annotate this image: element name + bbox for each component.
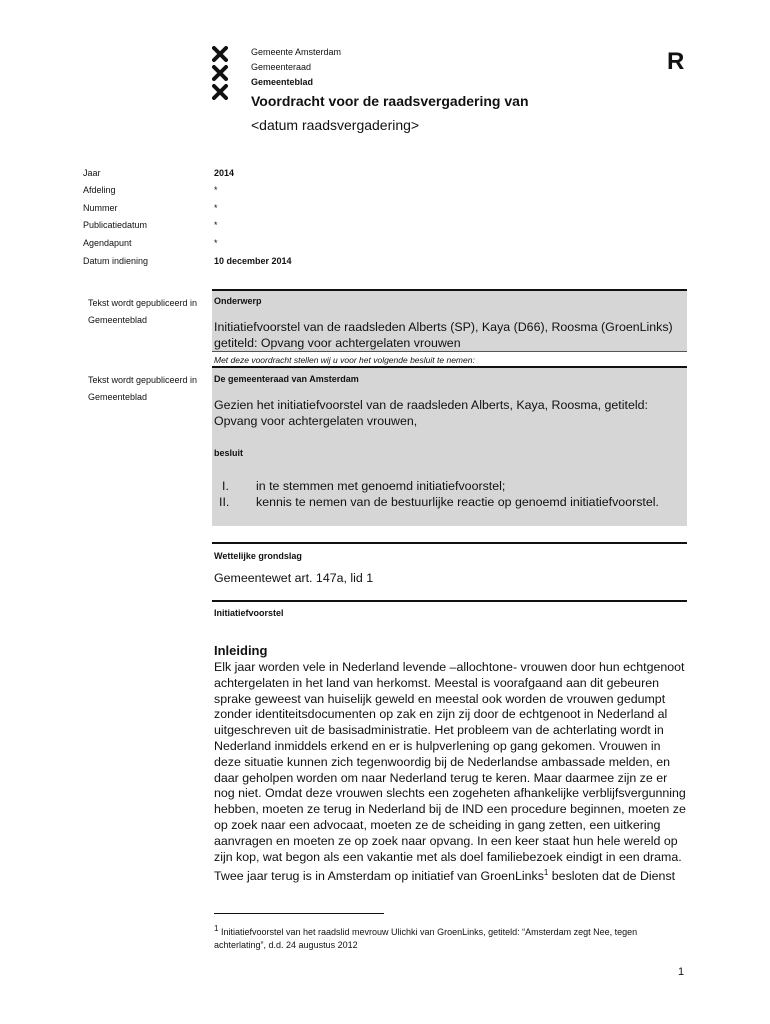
meta-value-publicatiedatum: * [214, 220, 218, 230]
footnote-text: Initiatiefvoorstel van het raadslid mevrouw Ulichki van GroenLinks, getiteld: “Amsterdam zegt Nee, tegen achterlating”, d.d. 24 augustus 2012 [214, 927, 638, 950]
besluit-item-text: kennis te nemen van de bestuurlijke reactie op genoemd initiatiefvoorstel. [256, 495, 659, 509]
inleiding-last-line [214, 865, 690, 885]
section-rule [212, 600, 687, 602]
document-title: Voordracht voor de raadsvergadering van [251, 93, 529, 109]
inleiding-last-line-after: besloten dat de Dienst [548, 869, 676, 884]
onderwerp-text: Initiatiefvoorstel van de raadsleden Alberts (SP), Kaya (D66), Roosma (GroenLinks) getiteld: Opvang voor achtergelaten vrouwen [214, 320, 673, 350]
cross-icon [212, 46, 228, 62]
inleiding-last-line-before: Twee jaar terug is in Amsterdam op initiatief van GroenLinks [214, 869, 544, 884]
besluit-item-number: I. [222, 479, 229, 493]
footnote-number: 1 [214, 924, 219, 933]
meta-value-agendapunt: * [214, 238, 218, 248]
grondslag-heading: Wettelijke grondslag [214, 551, 302, 561]
besluit-item-number: II. [219, 495, 230, 509]
meta-label-jaar: Jaar [83, 168, 101, 178]
page-number: 1 [678, 966, 685, 978]
meta-label-nummer: Nummer [83, 203, 118, 213]
meta-label-datum-indiening: Datum indiening [83, 256, 149, 266]
footnote [214, 922, 690, 952]
meta-value-afdeling: * [214, 185, 218, 195]
cross-icon [212, 65, 228, 81]
document-subtitle: <datum raadsvergadering> [251, 117, 420, 133]
besluit-item-text: in te stemmen met genoemd initiatiefvoorstel; [256, 479, 506, 493]
onderwerp-heading: Onderwerp [214, 296, 262, 306]
footnote-reference: 1 [543, 868, 549, 878]
grondslag-text: Gemeentewet art. 147a, lid 1 [214, 571, 374, 585]
amsterdam-logo-crosses [212, 46, 232, 102]
publish-note-besluit: Tekst wordt gepubliceerd in Gemeenteblad [88, 375, 198, 402]
besluit-heading: De gemeenteraad van Amsterdam [214, 374, 359, 384]
meta-label-publicatiedatum: Publicatiedatum [83, 220, 148, 230]
besluit-label: besluit [214, 448, 244, 458]
inleiding-heading: Inleiding [214, 643, 268, 658]
section-rule [212, 542, 687, 544]
voordracht-intro: Met deze voordracht stellen wij u voor het volgende besluit te nemen: [214, 355, 475, 365]
corner-letter: R [667, 48, 685, 75]
org-line-gemeente: Gemeente Amsterdam [251, 47, 342, 57]
meta-label-afdeling: Afdeling [83, 185, 116, 195]
besluit-gezien-text: Gezien het initiatiefvoorstel van de raadsleden Alberts, Kaya, Roosma, getiteld: Opvang voor achtergelaten vrouwen, [214, 398, 648, 428]
cross-icon [212, 84, 228, 100]
org-line-gemeenteraad: Gemeenteraad [251, 62, 312, 72]
meta-value-nummer: * [214, 203, 218, 213]
publish-note-onderwerp: Tekst wordt gepubliceerd in Gemeenteblad [88, 298, 198, 325]
meta-value-jaar: 2014 [214, 168, 235, 178]
org-line-gemeenteblad: Gemeenteblad [251, 77, 314, 87]
inleiding-body [214, 660, 690, 885]
meta-value-datum-indiening: 10 december 2014 [214, 256, 292, 266]
section-rule [212, 351, 687, 352]
meta-label-agendapunt: Agendapunt [83, 238, 132, 248]
inleiding-paragraph: Elk jaar worden vele in Nederland levende –allochtone- vrouwen door hun echtgenoot achtergelaten in het land van herkomst. Meestal is voorafgaand aan dit gebeuren sprake geweest van huiselijk geweld en meestal ook worden de vrouwen gedumpt zonder identiteitsdocumenten op zak en zijn zij door de echtgenoot in Nederland al uitgeschreven uit de basisadministratie. Het probleem van de achterlating wordt in Nederland inmiddels erkend en er is hulpverlening op gang gekomen. Vrouwen in deze situatie kunnen zich tegenwoordig bij de Nederlandse ambassade melden, en daar geholpen worden om naar Nederland terug te keren. Maar daarmee zijn ze er nog niet. Omdat deze vrouwen slechts een zogeheten afhankelijke verblijfsvergunning hebben, moeten ze terug in Nederland bij de IND een procedure beginnen, moeten ze op zoek naar een advocaat, moeten ze de scheiding in gang zetten, een uitkering aanvragen en moeten ze op zoek naar opvang. In een keer staat hun hele wereld op zijn kop, wat begon als een vakantie met als doel familiebezoek eindigt in een drama. [214, 660, 686, 864]
footnote-rule [214, 913, 384, 914]
initiatief-heading: Initiatiefvoorstel [214, 608, 284, 618]
